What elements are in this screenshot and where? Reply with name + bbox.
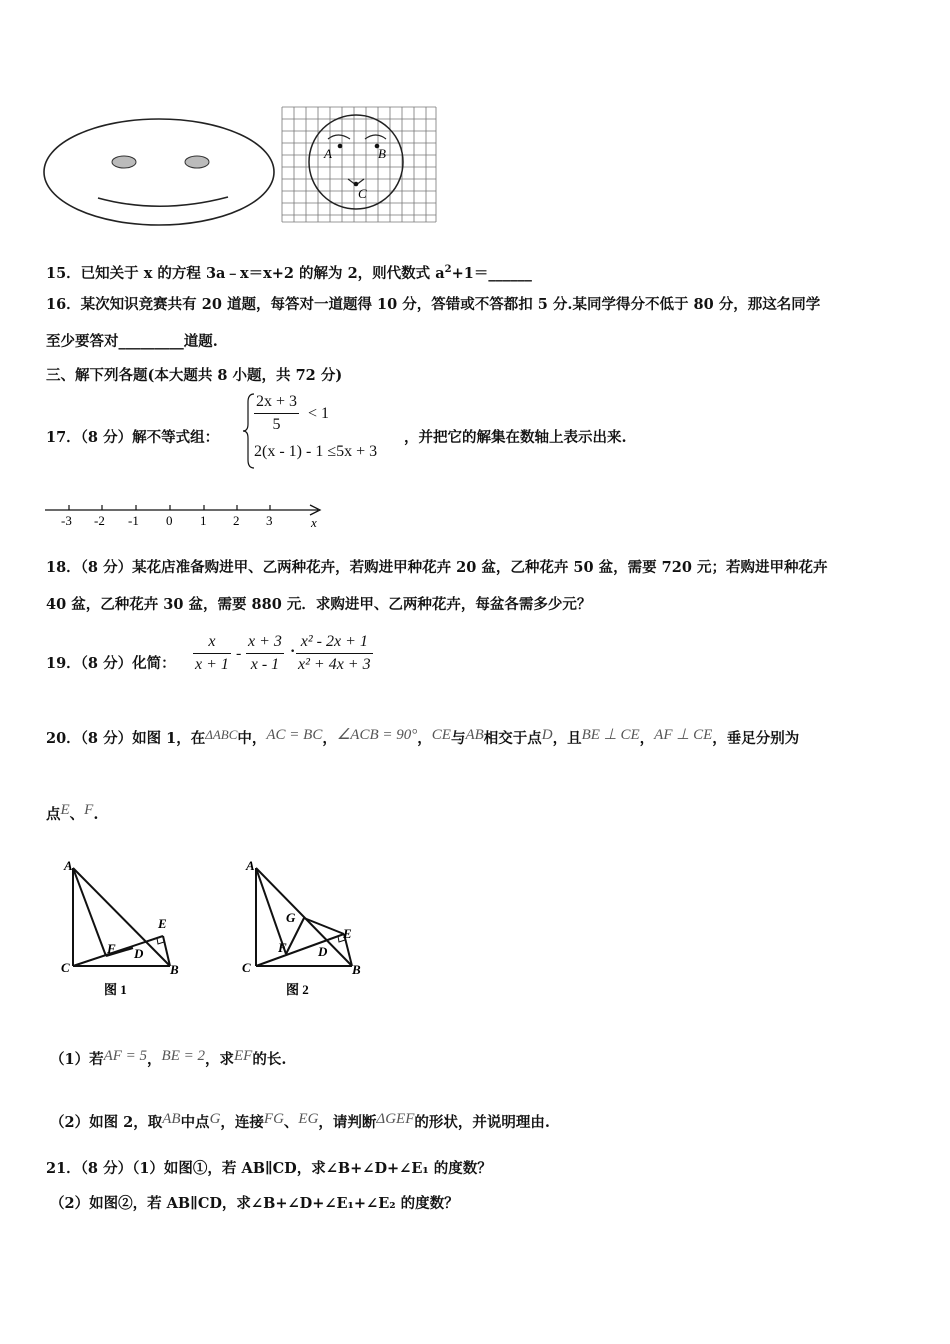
q20-ab2: AB	[162, 1111, 181, 1127]
q20-g: G	[209, 1111, 221, 1127]
axis-var: x	[311, 515, 317, 530]
question-18-line1: 18．（8 分）某花店准备购进甲、乙两种花卉，若购进甲种花卉 20 盆，乙种花卉 50 盆，需要 720 元；若购进甲种花卉	[46, 559, 828, 576]
q20-p1c: 的长.	[252, 1051, 287, 1068]
fig2-caption: 图 2	[286, 982, 309, 997]
q20-gef: ΔGEF	[376, 1111, 415, 1127]
q19-frac2	[246, 631, 284, 676]
q20-l1f: ，垂足分别为	[712, 730, 800, 747]
tick-label-m3: -3	[61, 513, 72, 528]
q20-d: D	[541, 727, 553, 743]
question-15	[46, 260, 532, 284]
fig1-label-a: A	[64, 858, 73, 873]
q20-eg: EG	[298, 1111, 319, 1127]
tick-label-2: 2	[233, 513, 240, 528]
fig2-label-a: A	[246, 858, 255, 873]
question-21-line1: 21．（8 分）（1）如图①，若 AB∥CD，求∠B+∠D+∠E₁ 的度数？	[46, 1160, 492, 1177]
q20-eq1: AC = BC	[266, 727, 323, 743]
question-21-line2: （2）如图②，若 AB∥CD，求∠B+∠D+∠E₁+∠E₂ 的度数？	[50, 1195, 459, 1212]
q19-frac1	[193, 631, 231, 676]
q20-ef: EF	[234, 1048, 253, 1064]
q19-minus: -	[236, 645, 242, 662]
q19-f2-den: x - 1	[250, 656, 280, 673]
q20-comma3: ，	[639, 730, 655, 747]
q20-p2d: ，请判断	[318, 1114, 377, 1131]
q20-be-ce: BE ⊥ CE	[581, 727, 640, 743]
question-20-part2	[50, 1109, 550, 1133]
q20-l1a: 20．（8 分）如图 1，在	[46, 730, 206, 747]
fig1-label-f: F	[107, 941, 116, 956]
q19-frac3	[296, 631, 373, 676]
grid-label-a: A	[324, 146, 332, 161]
fig2-label-g: G	[286, 910, 296, 925]
question-20-part1	[50, 1046, 286, 1070]
fig2-label-e: E	[343, 926, 352, 941]
figure-1-triangle	[58, 856, 188, 998]
q17-suffix: ，并把它的解集在数轴上表示出来.	[404, 429, 627, 446]
tick-label-1: 1	[200, 513, 207, 528]
fig2-label-c: C	[242, 960, 251, 975]
q20-l1e: ，且	[552, 730, 582, 747]
q20-p2c: ，连接	[220, 1114, 264, 1131]
grid-label-b: B	[378, 146, 386, 161]
q20-comma2: ，	[417, 730, 432, 747]
q20-ce: CE	[431, 727, 451, 743]
q17-ineq1-num: 2x + 3	[254, 391, 299, 414]
q20-p2b: 中点	[180, 1114, 210, 1131]
q17-prefix: 17．（8 分）解不等式组：	[46, 429, 220, 446]
q20-comma1: ，	[322, 730, 337, 747]
q20-l2a: 点	[46, 806, 61, 823]
q17-ineq1-rel: < 1	[308, 405, 330, 422]
question-20-line2	[46, 800, 98, 825]
q19-dot: ·	[290, 643, 296, 660]
q19-f3-num: x² - 2x + 1	[296, 631, 373, 654]
fig1-label-d: D	[134, 946, 144, 961]
section-3-title: 三、解下列各题(本大题共 8 小题，共 72 分)	[46, 367, 343, 384]
tick-label-m2: -2	[94, 513, 105, 528]
q19-f3-den: x² + 4x + 3	[298, 656, 371, 673]
tick-label-m1: -1	[128, 513, 139, 528]
fig2-label-d: D	[318, 944, 328, 959]
q15-tail: +1＝______	[451, 264, 532, 282]
q17-ineq1-fraction	[254, 391, 299, 436]
q20-angle: ∠ACB = 90°	[336, 727, 418, 743]
fig2-label-b: B	[352, 962, 361, 977]
q17-ineq2: 2(x - 1) - 1 ≤5x + 3	[254, 443, 378, 460]
q20-f: F	[84, 802, 94, 818]
q19-prefix: 19．（8 分）化简：	[46, 655, 176, 672]
number-line	[40, 496, 340, 536]
q20-p1b: ，求	[205, 1051, 234, 1068]
q19-f1-num: x	[193, 631, 231, 654]
fig1-caption: 图 1	[104, 982, 127, 997]
question-16-line1: 16．某次知识竞赛共有 20 道题，每答对一道题得 10 分，答错或不答都扣 5 分.某同学得分不低于 80 分，那这名同学	[46, 296, 821, 313]
grid-smiley-figure	[280, 105, 440, 225]
figure-2-triangle	[236, 856, 366, 998]
q20-l1b: 中，	[237, 730, 267, 747]
q19-f2-num: x + 3	[246, 631, 284, 654]
q20-period: .	[93, 806, 99, 823]
q20-fg: FG	[263, 1111, 284, 1127]
q20-p2e: 的形状，并说明理由.	[414, 1114, 550, 1131]
q20-tri: ΔABC	[205, 727, 238, 742]
grid-label-c: C	[358, 186, 367, 201]
q20-l1c: 与	[450, 730, 466, 747]
q20-p1a: （1）若	[50, 1051, 104, 1068]
q20-l1d: 相交于点	[483, 730, 542, 747]
question-18-line2: 40 盆，乙种花卉 30 盆，需要 880 元．求购进甲、乙两种花卉，每盆各需多少元？	[46, 596, 592, 613]
question-16-line2: 至少要答对_________道题.	[46, 333, 218, 350]
smiley-oval-figure	[40, 115, 280, 230]
tick-label-3: 3	[266, 513, 273, 528]
q20-ab: AB	[465, 727, 484, 743]
q20-dun: 、	[69, 806, 85, 823]
q20-af-ce: AF ⊥ CE	[654, 727, 713, 743]
fig1-label-e: E	[158, 916, 167, 931]
q20-p2a: （2）如图 2，取	[50, 1114, 163, 1131]
q17-ineq1-den: 5	[272, 416, 281, 433]
q20-dun2: 、	[283, 1114, 299, 1131]
q15-text: 15．已知关于 x 的方程 3a﹣x＝x+2 的解为 2，则代数式 a	[46, 264, 445, 282]
fig1-label-c: C	[61, 960, 70, 975]
q20-be2: BE = 2	[161, 1048, 205, 1064]
q15-sup: 2	[444, 264, 452, 275]
tick-label-0: 0	[166, 513, 173, 528]
question-20-line1	[46, 725, 799, 749]
fig2-label-f: F	[278, 940, 287, 955]
q19-f1-den: x + 1	[195, 656, 229, 673]
q20-af5: AF = 5	[103, 1048, 148, 1064]
fig1-label-b: B	[170, 962, 179, 977]
q20-comma4: ，	[147, 1051, 162, 1068]
q20-e: E	[60, 802, 70, 818]
